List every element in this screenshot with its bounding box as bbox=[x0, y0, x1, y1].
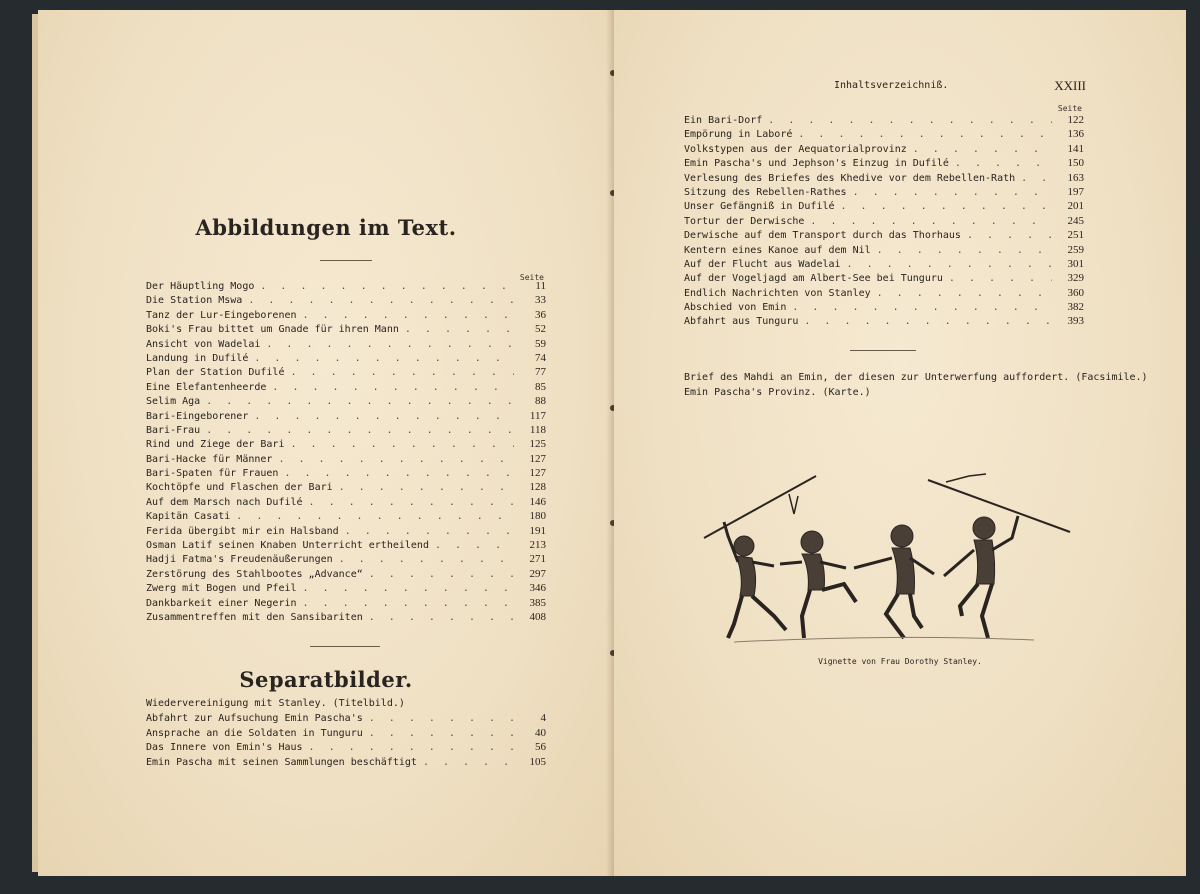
dot-leader bbox=[278, 454, 514, 465]
dot-leader bbox=[804, 316, 1052, 327]
entry-title: Dankbarkeit einer Negerin bbox=[146, 597, 297, 609]
separatbild-entry bbox=[146, 698, 546, 712]
illustration-entry bbox=[146, 597, 546, 611]
entry-title: Endlich Nachrichten von Stanley bbox=[684, 287, 871, 299]
dot-leader bbox=[768, 115, 1052, 126]
dot-leader bbox=[339, 554, 514, 565]
dot-leader bbox=[955, 158, 1052, 169]
illustration-entry bbox=[684, 301, 1084, 315]
illustration-entry bbox=[146, 424, 546, 438]
entry-title: Abfahrt aus Tunguru bbox=[684, 316, 799, 328]
dot-leader bbox=[369, 713, 514, 724]
illustration-entry bbox=[146, 510, 546, 524]
dot-leader bbox=[853, 187, 1052, 198]
dot-leader bbox=[309, 497, 514, 508]
entry-title: Plan der Station Dufilé bbox=[146, 367, 285, 379]
entry-page: 128 bbox=[529, 481, 546, 494]
entry-page: 163 bbox=[1067, 171, 1084, 184]
heading-rule bbox=[320, 260, 372, 261]
dot-leader bbox=[206, 425, 514, 436]
entry-page: 4 bbox=[540, 712, 546, 725]
entry-page: 127 bbox=[529, 452, 546, 465]
entry-title: Unser Gefängniß in Dufilé bbox=[684, 201, 835, 213]
entry-title: Der Häuptling Mogo bbox=[146, 281, 255, 292]
entry-title: Auf der Flucht aus Wadelai bbox=[684, 258, 841, 270]
entry-title: Tortur der Derwische bbox=[684, 215, 805, 227]
entry-page: 125 bbox=[529, 438, 546, 451]
illustration-entry bbox=[684, 272, 1084, 286]
entry-title: Bari-Frau bbox=[146, 424, 201, 436]
entry-page: 118 bbox=[529, 423, 546, 436]
dot-leader bbox=[309, 742, 514, 753]
supplement-note: Brief des Mahdi an Emin, der diesen zur Unterwerfung auffordert. (Facsimile.) bbox=[684, 372, 1148, 383]
dot-leader bbox=[254, 411, 514, 422]
entry-page: 150 bbox=[1067, 157, 1084, 170]
illustration-entry bbox=[146, 280, 546, 294]
entry-title: Ferida übergibt mir ein Halsband bbox=[146, 525, 339, 537]
illustration-entry bbox=[146, 294, 546, 308]
illustration-entry bbox=[684, 200, 1084, 214]
entry-page: 85 bbox=[535, 380, 546, 393]
entry-page: 245 bbox=[1067, 214, 1084, 227]
entry-page: 105 bbox=[529, 755, 546, 768]
section-rule bbox=[310, 646, 380, 647]
entry-title: Ein Bari-Dorf bbox=[684, 115, 763, 126]
entry-page: 11 bbox=[535, 280, 546, 292]
entry-page: 297 bbox=[529, 567, 546, 580]
illustration-entry bbox=[146, 453, 546, 467]
entry-page: 346 bbox=[529, 582, 546, 595]
entry-page: 56 bbox=[535, 741, 546, 754]
illustration-entry bbox=[684, 215, 1084, 229]
entry-page: 251 bbox=[1067, 229, 1084, 242]
illustration-entry bbox=[146, 309, 546, 323]
separatbilder-heading: Separatbilder. bbox=[239, 667, 413, 692]
entry-title: Emin Pascha's und Jephson's Einzug in Dufilé bbox=[684, 158, 949, 170]
entry-page: 213 bbox=[529, 539, 546, 552]
dot-leader bbox=[303, 583, 514, 594]
entry-title: Boki's Frau bittet um Gnade für ihren Mann bbox=[146, 324, 399, 336]
vignette-caption: Vignette von Frau Dorothy Stanley. bbox=[818, 657, 982, 666]
illustration-entry bbox=[146, 467, 546, 481]
illustration-entry bbox=[684, 229, 1084, 243]
entry-page: 33 bbox=[535, 294, 546, 307]
supplement-note: Emin Pascha's Provinz. (Karte.) bbox=[684, 387, 871, 398]
entry-page: 271 bbox=[529, 553, 546, 566]
dot-leader bbox=[841, 201, 1052, 212]
illustrations-list bbox=[146, 280, 546, 625]
entry-title: Zwerg mit Bogen und Pfeil bbox=[146, 583, 297, 595]
right-page bbox=[614, 10, 1186, 876]
entry-title: Kochtöpfe und Flaschen der Bari bbox=[146, 482, 333, 494]
entry-page: 59 bbox=[535, 337, 546, 350]
entry-page: 122 bbox=[1067, 114, 1084, 126]
entry-page: 197 bbox=[1067, 185, 1084, 198]
entry-title: Wiedervereinigung mit Stanley. (Titelbild.) bbox=[146, 698, 405, 709]
entry-title: Bari-Spaten für Frauen bbox=[146, 468, 279, 480]
dot-leader bbox=[913, 144, 1052, 155]
dot-leader bbox=[877, 288, 1052, 299]
entry-title: Rind und Ziege der Bari bbox=[146, 439, 285, 451]
page-number: XXIII bbox=[1054, 78, 1086, 93]
illustration-entry bbox=[146, 539, 546, 553]
separatbilder-list bbox=[146, 698, 546, 770]
entry-page: 408 bbox=[529, 610, 546, 623]
entry-page: 77 bbox=[535, 366, 546, 379]
dot-leader bbox=[303, 310, 514, 321]
entry-title: Die Station Mswa bbox=[146, 295, 243, 307]
illustration-entry bbox=[146, 568, 546, 582]
dot-leader bbox=[290, 439, 514, 450]
entry-title: Kapitän Casati bbox=[146, 511, 231, 523]
entry-title: Zusammentreffen mit den Sansibariten bbox=[146, 611, 363, 623]
entry-page: 329 bbox=[1067, 272, 1084, 285]
entry-page: 141 bbox=[1067, 142, 1084, 155]
entry-title: Kentern eines Kanoe auf dem Nil bbox=[684, 244, 871, 256]
entry-page: 52 bbox=[535, 323, 546, 336]
dot-leader bbox=[810, 216, 1052, 227]
entry-page: 36 bbox=[535, 308, 546, 321]
illustration-entry bbox=[684, 244, 1084, 258]
dot-leader bbox=[248, 295, 514, 306]
separatbild-entry bbox=[146, 712, 546, 726]
left-page bbox=[38, 10, 615, 876]
separatbild-entry bbox=[146, 756, 546, 770]
section-rule-right bbox=[850, 350, 916, 351]
entry-page: 127 bbox=[529, 467, 546, 480]
illustration-entry bbox=[146, 611, 546, 625]
dot-leader bbox=[798, 129, 1052, 140]
vignette-illustration bbox=[694, 466, 1084, 666]
entry-title: Ansicht von Wadelai bbox=[146, 338, 261, 350]
illustration-entry bbox=[684, 186, 1084, 200]
dot-leader bbox=[345, 526, 514, 537]
entry-page: 180 bbox=[529, 510, 546, 523]
entry-title: Empörung in Laboré bbox=[684, 129, 793, 141]
entry-page: 74 bbox=[535, 351, 546, 364]
dot-leader bbox=[272, 382, 514, 393]
entry-page: 393 bbox=[1067, 315, 1084, 328]
entry-page: 136 bbox=[1067, 128, 1084, 141]
entry-title: Auf der Vogeljagd am Albert-See bei Tunguru bbox=[684, 273, 943, 285]
entry-title: Landung in Dufilé bbox=[146, 352, 249, 364]
illustration-entry bbox=[146, 582, 546, 596]
dot-leader bbox=[369, 569, 514, 580]
entry-title: Volkstypen aus der Aequatorialprovinz bbox=[684, 143, 907, 155]
dot-leader bbox=[405, 324, 514, 335]
illustration-entry bbox=[146, 553, 546, 567]
dot-leader bbox=[206, 396, 514, 407]
entry-page: 146 bbox=[529, 495, 546, 508]
dot-leader bbox=[290, 367, 514, 378]
entry-title: Das Innere von Emin's Haus bbox=[146, 742, 303, 754]
entry-page: 301 bbox=[1067, 257, 1084, 270]
dot-leader bbox=[967, 230, 1052, 241]
entry-title: Derwische auf dem Transport durch das Thorhaus bbox=[684, 230, 961, 242]
illustration-entry bbox=[146, 366, 546, 380]
illustration-entry bbox=[146, 525, 546, 539]
illustration-entry bbox=[146, 381, 546, 395]
entry-title: Ansprache an die Soldaten in Tunguru bbox=[146, 727, 363, 739]
dot-leader bbox=[254, 353, 514, 364]
illustration-entry bbox=[684, 287, 1084, 301]
dot-leader bbox=[236, 511, 514, 522]
entry-page: 201 bbox=[1067, 200, 1084, 213]
illustration-entry bbox=[146, 338, 546, 352]
dot-leader bbox=[1021, 173, 1052, 184]
seite-label-right: Seite bbox=[1057, 104, 1082, 113]
dot-leader bbox=[792, 302, 1052, 313]
entry-title: Bari-Eingeborener bbox=[146, 410, 249, 422]
entry-title: Hadji Fatma's Freudenäußerungen bbox=[146, 554, 333, 566]
dot-leader bbox=[260, 281, 514, 292]
illustration-entry bbox=[684, 172, 1084, 186]
entry-title: Tanz der Lur-Eingeborenen bbox=[146, 309, 297, 321]
dot-leader bbox=[369, 612, 514, 623]
seite-label: Seite bbox=[519, 273, 544, 282]
entry-page: 385 bbox=[529, 596, 546, 609]
dot-leader bbox=[847, 259, 1052, 270]
entry-title: Eine Elefantenheerde bbox=[146, 381, 267, 393]
entry-page: 191 bbox=[529, 524, 546, 537]
illustration-entry bbox=[684, 128, 1084, 142]
separatbild-entry bbox=[146, 727, 546, 741]
entry-title: Sitzung des Rebellen-Rathes bbox=[684, 186, 847, 198]
dot-leader bbox=[339, 482, 514, 493]
entry-title: Abschied von Emin bbox=[684, 302, 787, 314]
entry-title: Zerstörung des Stahlbootes „Advance“ bbox=[146, 568, 363, 580]
dot-leader bbox=[284, 468, 514, 479]
dot-leader bbox=[877, 245, 1052, 256]
illustration-entry bbox=[684, 258, 1084, 272]
illustrations-list-continued bbox=[684, 114, 1084, 330]
illustration-entry bbox=[146, 323, 546, 337]
dot-leader bbox=[949, 273, 1052, 284]
illustration-entry bbox=[146, 496, 546, 510]
illustration-entry bbox=[146, 395, 546, 409]
entry-page: 259 bbox=[1067, 243, 1084, 256]
dot-leader bbox=[435, 540, 514, 551]
entry-title: Selim Aga bbox=[146, 396, 201, 408]
illustration-entry bbox=[684, 114, 1084, 128]
entry-page: 40 bbox=[535, 726, 546, 739]
illustration-entry bbox=[684, 157, 1084, 171]
entry-title: Emin Pascha mit seinen Sammlungen beschäftigt bbox=[146, 756, 417, 768]
entry-title: Bari-Hacke für Männer bbox=[146, 453, 273, 465]
entry-title: Auf dem Marsch nach Dufilé bbox=[146, 496, 303, 508]
entry-title: Osman Latif seinen Knaben Unterricht ertheilend bbox=[146, 540, 429, 552]
illustration-entry bbox=[146, 410, 546, 424]
entry-page: 360 bbox=[1067, 286, 1084, 299]
supplement-notes bbox=[684, 372, 1148, 402]
entry-title: Verlesung des Briefes des Khedive vor dem Rebellen-Rath bbox=[684, 172, 1016, 184]
dot-leader bbox=[369, 728, 514, 739]
dot-leader bbox=[303, 598, 514, 609]
illustration-entry bbox=[684, 315, 1084, 329]
illustration-entry bbox=[146, 438, 546, 452]
illustration-entry bbox=[684, 143, 1084, 157]
separatbild-entry bbox=[146, 741, 546, 755]
running-head: Inhaltsverzeichniß. bbox=[834, 80, 949, 91]
entry-page: 117 bbox=[529, 409, 546, 422]
entry-page: 382 bbox=[1067, 301, 1084, 314]
entry-page: 88 bbox=[535, 395, 546, 408]
illustration-entry bbox=[146, 352, 546, 366]
illustration-entry bbox=[146, 481, 546, 495]
dot-leader bbox=[423, 757, 514, 768]
dot-leader bbox=[266, 339, 514, 350]
illustrations-heading: Abbildungen im Text. bbox=[195, 215, 457, 240]
entry-title: Abfahrt zur Aufsuchung Emin Pascha's bbox=[146, 713, 363, 725]
